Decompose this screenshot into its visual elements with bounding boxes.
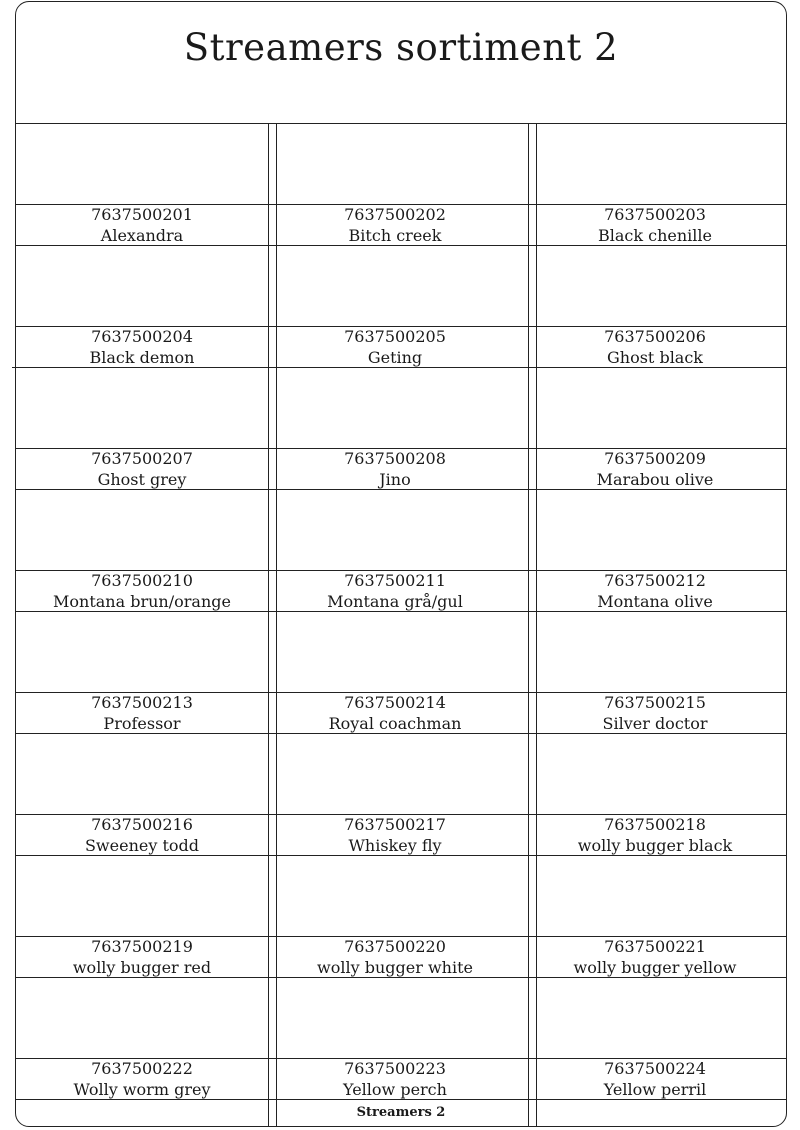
product-code: 7637500216: [91, 815, 193, 834]
product-code: 7637500201: [91, 205, 193, 224]
product-name: Jino: [379, 470, 411, 489]
product-code: 7637500204: [91, 327, 193, 346]
product-label: [529, 814, 781, 856]
product-label: [529, 326, 781, 368]
product-label: [16, 448, 268, 490]
product-label: [16, 326, 268, 368]
product-name: Montana olive: [597, 592, 713, 611]
product-code: 7637500220: [344, 937, 446, 956]
product-code: 7637500212: [604, 571, 706, 590]
product-name: wolly bugger red: [72, 958, 212, 977]
product-label: [16, 570, 268, 612]
product-label: [16, 814, 268, 856]
product-code: 7637500215: [604, 693, 706, 712]
product-name: Wolly worm grey: [73, 1080, 211, 1099]
product-label: [529, 936, 781, 978]
product-label: [269, 1058, 521, 1100]
product-label: [16, 204, 268, 246]
product-name: Silver doctor: [602, 714, 708, 733]
product-code: 7637500213: [91, 693, 193, 712]
product-name: Professor: [103, 714, 181, 733]
product-name: Yellow perch: [343, 1080, 447, 1099]
product-code: 7637500206: [604, 327, 706, 346]
product-label: [269, 814, 521, 856]
header-divider: [16, 123, 786, 124]
product-code: 7637500205: [344, 327, 446, 346]
product-label: [269, 692, 521, 734]
product-code: 7637500207: [91, 449, 193, 468]
product-code: 7637500222: [91, 1059, 193, 1078]
product-label: [269, 570, 521, 612]
product-name: Royal coachman: [328, 714, 462, 733]
product-name: Black chenille: [597, 226, 712, 245]
product-code: 7637500210: [91, 571, 193, 590]
product-name: Alexandra: [100, 226, 184, 245]
product-label: [529, 1058, 781, 1100]
product-name: Yellow perril: [603, 1080, 707, 1099]
product-label: [16, 692, 268, 734]
product-name: Sweeney todd: [84, 836, 200, 855]
footer-label: Streamers 2: [356, 1105, 446, 1120]
product-code: 7637500208: [344, 449, 446, 468]
product-label: [269, 448, 521, 490]
product-code: 7637500218: [604, 815, 706, 834]
product-label: [269, 326, 521, 368]
product-label: [269, 204, 521, 246]
product-code: 7637500211: [344, 571, 446, 590]
product-label: [529, 570, 781, 612]
product-name: Bitch creek: [348, 226, 442, 245]
product-name: wolly bugger black: [577, 836, 733, 855]
product-name: wolly bugger yellow: [573, 958, 737, 977]
product-label: [269, 936, 521, 978]
product-name: Montana grå/gul: [327, 592, 463, 611]
product-code: 7637500219: [91, 937, 193, 956]
product-code: 7637500217: [344, 815, 446, 834]
product-label: [529, 692, 781, 734]
page-title: Streamers sortiment 2: [183, 26, 619, 69]
stray-rule: [12, 367, 785, 368]
product-code: 7637500209: [604, 449, 706, 468]
product-label: [529, 448, 781, 490]
product-code: 7637500221: [604, 937, 706, 956]
product-label: [16, 936, 268, 978]
product-code: 7637500224: [604, 1059, 706, 1078]
product-code: 7637500203: [604, 205, 706, 224]
product-name: Marabou olive: [596, 470, 714, 489]
product-code: 7637500223: [344, 1059, 446, 1078]
product-name: Montana brun/orange: [53, 592, 231, 611]
product-code: 7637500202: [344, 205, 446, 224]
product-code: 7637500214: [344, 693, 446, 712]
product-label: [529, 204, 781, 246]
product-name: Black demon: [89, 348, 195, 367]
product-name: wolly bugger white: [317, 958, 473, 977]
product-name: Ghost grey: [97, 470, 187, 489]
label-sheet: [15, 1, 787, 1127]
product-name: Whiskey fly: [348, 836, 442, 855]
product-name: Ghost black: [607, 348, 703, 367]
product-name: Geting: [367, 348, 423, 367]
product-label: [16, 1058, 268, 1100]
